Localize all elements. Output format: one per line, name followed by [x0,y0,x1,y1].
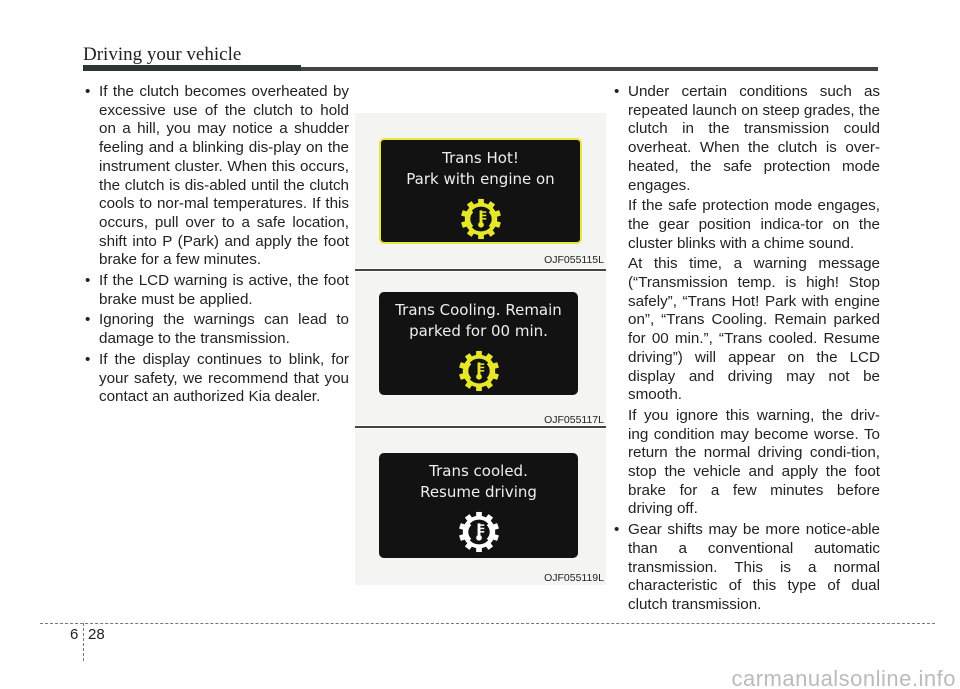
bullet-item: • Under certain conditions such as repeated launch on steep grades, the clutch in the transmission could overheat. When the clutch is over-heated, the safe protection mode engages. [612,83,880,195]
lcd-display [379,292,578,395]
gear-thermometer-icon [458,511,500,553]
section-number: 6 [70,626,79,643]
footer-rule [40,623,935,624]
watermark: carmanualsonline.info [731,666,956,689]
bullet-item: • Ignoring the warnings can lead to damage to the transmission. [83,311,349,348]
paragraph: If you ignore this warning, the driv-ing condition may become worse. To return the normal driving condi-tion, stop the vehicle and apply the foot brake for a few minutes before driving off. [628,406,880,518]
right-column [612,83,880,617]
figure-divider [355,426,606,428]
paragraph: At this time, a warning message (“Transmission temp. is high! Stop safely”, “Trans Hot! Park with engine on”, “Trans Cooling. Remain parked for 00 min.”, “Trans cooled. Resume driving”) will appear on the LCD display and driving may not be smooth. [628,255,880,404]
lcd-line: Trans Cooling. Remain [395,301,562,319]
lcd-display [379,138,582,244]
gear-thermometer-icon [460,198,502,240]
figure-code: OJF055115L [544,254,604,266]
figure-code: OJF055119L [544,572,604,584]
figure-trans-hot [355,113,606,268]
figure-trans-cooled [355,429,606,585]
lcd-line: Trans cooled. [429,462,528,480]
lcd-line: parked for 00 min. [409,322,548,340]
bullet-item: • Gear shifts may be more notice-able than a conventional automatic transmission. This is a normal characteristic of this type of dual clutch transmission. [612,521,880,615]
header-rule [301,67,878,71]
lcd-display [379,453,578,558]
left-column [83,83,349,409]
paragraph: If the safe protection mode engages, the gear position indica-tor on the cluster blinks with a chime sound. [628,197,880,252]
lcd-line: Resume driving [420,483,537,501]
page-number: 28 [88,626,105,643]
figure-divider [355,269,606,271]
lcd-line: Park with engine on [406,170,555,188]
bullet-item: • If the clutch becomes overheated by excessive use of the clutch to hold on a hill, you may notice a shudder feeling and a blinking dis-play on the instrument cluster. When this occurs, the clutch is dis-abled until the clutch cools to nor-mal temperatures. If this occurs, pull over to a safe location, shift into P (Park) and apply the foot brake for a few minutes. [83,83,349,270]
header-bar-accent [83,65,301,71]
footer-divider [83,623,84,661]
bullet-item: • If the LCD warning is active, the foot brake must be applied. [83,272,349,309]
bullet-item: • If the display continues to blink, for your safety, we recommend that you contact an authorized Kia dealer. [83,351,349,407]
section-title: Driving your vehicle [83,44,242,65]
gear-thermometer-icon [458,350,500,392]
figure-trans-cooling [355,272,606,425]
figure-code: OJF055117L [544,414,604,426]
lcd-line: Trans Hot! [442,149,519,167]
